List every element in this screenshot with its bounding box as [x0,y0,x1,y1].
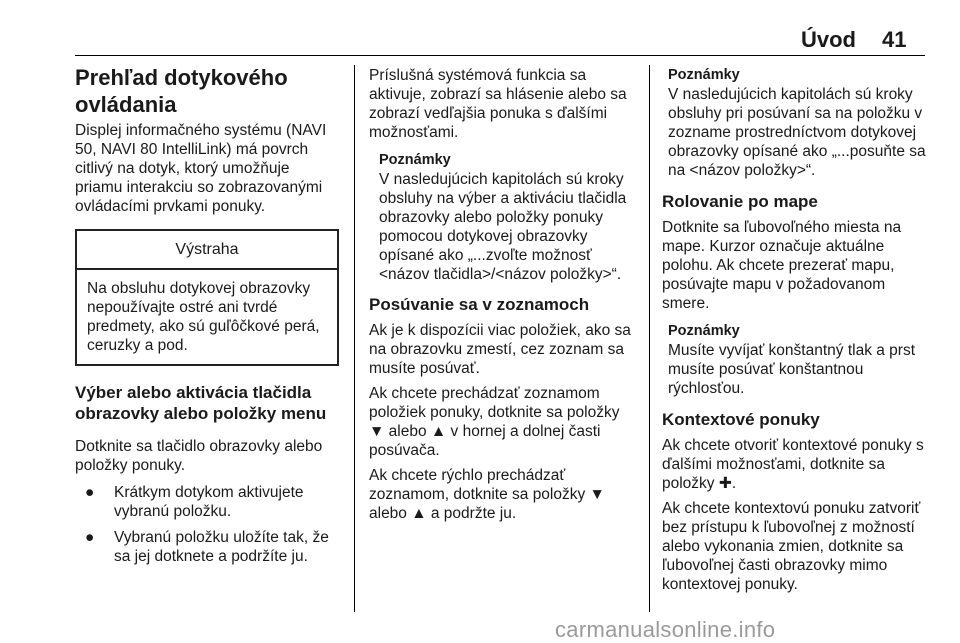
context-paragraph-1: Ak chcete otvoriť kontextové ponuky s ďalšími možnosťami, dotknite sa položky ✚. [662,437,924,492]
lists-paragraph-1: Ak je k dispozícii viac položiek, ako sa na obrazovku zmestí, cez zoznam sa musíte posúvať. [369,322,631,377]
list-item [85,528,339,566]
section-heading-lists: Posúvanie sa v zoznamoch [369,295,590,314]
warning-box [75,229,339,366]
lists-paragraph-2: Ak chcete prechádzať zoznamom položiek ponuky, dotknite sa položky ▼ alebo ▲ v hornej a dolnej časti posúvača. [369,385,620,459]
note-box [668,66,928,180]
column-2 [369,62,633,523]
note-title: Poznámky [379,152,451,168]
context-paragraph-2: Ak chcete kontextovú ponuku zatvoriť bez prístupu k ľubovoľnej z možností alebo vykonania zmien, dotknite sa ľubovoľnej časti obrazovky mimo kontextovej ponuky. [662,500,921,593]
page-number: 41 [882,27,907,52]
map-paragraph: Dotknite sa ľubovoľného miesta na mape. Kurzor označuje aktuálne polohu. Ak chcete prezerať mapu, posúvajte mapu v požadovanom smere. [662,219,902,312]
bullet-text: Krátkym dotykom aktivujete vybranú položku. [114,484,304,520]
note-title: Poznámky [668,323,740,339]
column-1 [75,62,339,573]
note-box [668,322,928,398]
note-title: Poznámky [668,67,740,83]
section-heading-map: Rolovanie po mape [662,192,818,211]
intro-paragraph: Displej informačného systému (NAVI 50, NAVI 80 IntelliLink) má povrch citlivý na dotyk, ktorý umožňuje priamu interakciu so zobrazovanými ovládacími prvkami ponuky. [75,122,327,215]
section-heading-context: Kontextové ponuky [662,410,820,429]
bullet-text: Vybranú položku uložíte tak, že sa jej dotknete a podržíte ju. [114,529,329,565]
main-heading: Prehľad dotykového ovládania [75,65,288,117]
section-title: Úvod [801,27,856,52]
list-item [85,483,339,521]
column-divider-1 [354,65,355,612]
section-heading-selection: Výber alebo aktivácia tlačidla obrazovky alebo položky menu [75,383,327,423]
bullet-icon: ● [85,484,95,501]
note-body: V nasledujúcich kapitolách sú kroky obsluhy pri posúvaní sa na položku v zozname prostredníctvom dotykovej obrazovky opísané ako „...posuňte sa na <názov položky>“. [668,86,926,179]
lists-paragraph-3: Ak chcete rýchlo prechádzať zoznamom, dotknite sa položky ▼ alebo ▲ a podržte ju. [369,467,605,522]
column-divider-2 [649,65,650,612]
watermark: carmanualsonline.info [555,617,776,642]
page-header [0,0,960,60]
bullet-list [75,483,339,566]
column-3 [662,62,928,594]
note-body: V nasledujúcich kapitolách sú kroky obsluhy na výber a aktiváciu tlačidla obrazovky alebo položky ponuky pomocou dotykovej obrazovky opísané ako „...zvoľte možnosť <názov tlačidla>/<názov položky>“. [379,171,627,283]
function-paragraph: Príslušná systémová funkcia sa aktivuje, zobrazí sa hlásenie alebo sa zobrazí vedľajšia ponuka s ďalšími možnosťami. [369,67,627,141]
note-body: Musíte vyvíjať konštantný tlak a prst musíte posúvať konštantnou rýchlosťou. [668,342,916,397]
selection-intro: Dotknite sa tlačidlo obrazovky alebo položky ponuky. [75,438,323,474]
warning-body: Na obsluhu dotykovej obrazovky nepoužívajte ostré ani tvrdé predmety, ako sú guľôčkové perá, ceruzky a pod. [87,280,320,354]
note-box [379,151,633,284]
header-divider [75,55,925,56]
warning-title: Výstraha [77,231,337,270]
bullet-icon: ● [85,529,95,546]
